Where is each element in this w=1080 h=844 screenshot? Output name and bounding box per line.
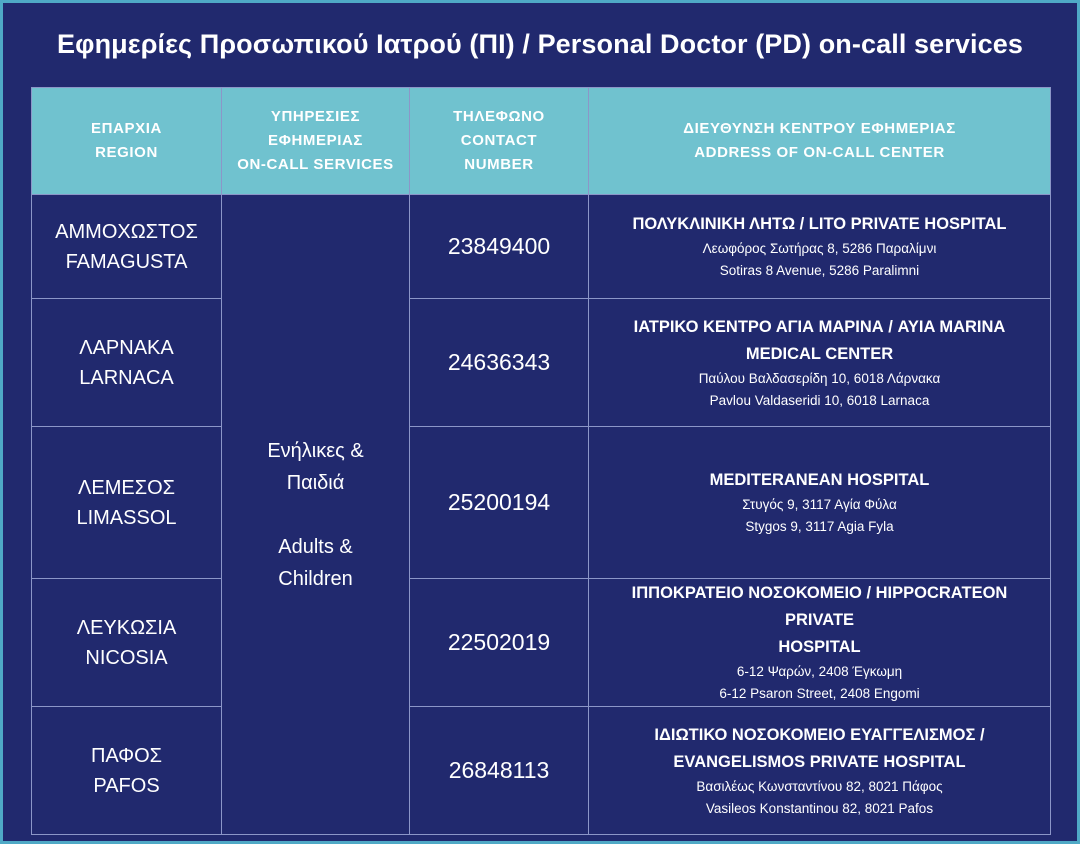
table-row [32,299,1051,427]
header-region-greek: ΕΠΑΡΧΙΑ [91,120,162,137]
phone-number[interactable]: 22502019 [410,579,589,707]
phone-number[interactable]: 24636343 [410,299,589,427]
address-english: 6-12 Psaron Street, 2408 Engomi [719,686,920,701]
header-services-line-3: ON-CALL SERVICES [237,156,394,173]
hospital-name [589,722,1050,776]
page-title: Εφημερίες Προσωπικού Ιατρού (ΠΙ) / Personal Doctor (PD) on-call services [57,29,1023,59]
services-cell [222,195,410,835]
address-english: Sotiras 8 Avenue, 5286 Paralimni [719,263,920,278]
region-cell [32,427,222,579]
address-english: Vasileos Konstantinou 82, 8021 Pafos [705,800,934,816]
table-row [32,707,1051,835]
address-greek: Παύλου Βαλδασερίδη 10, 6018 Λάρνακα [698,370,941,386]
table-header-row [32,88,1051,195]
region-cell [32,195,222,299]
on-call-table [31,87,1051,835]
address-english: Pavlou Valdaseridi 10, 6018 Larnaca [709,392,930,408]
hospital-name-line: ΠΟΛΥΚΛΙΝΙΚΗ ΛΗΤΩ / LITO PRIVATE HOSPITAL [632,215,1007,233]
address-cell [589,707,1051,835]
region-cell [32,299,222,427]
hospital-name-line: MEDICAL CENTER [745,344,894,363]
hospital-name [589,580,1050,661]
header-phone-line-2: CONTACT [460,132,538,149]
header-region [32,88,222,195]
hospital-name-line: ΙΑΤΡΙΚΟ ΚΕΝΤΡΟ ΑΓΙΑ ΜΑΡΙΝΑ / AYIA MARINA [633,317,1006,336]
hospital-name-line: MEDITERANEAN HOSPITAL [709,471,930,489]
region-greek: ΛΕΥΚΩΣΙΑ [76,616,177,639]
header-phone [410,88,589,195]
address-cell [589,299,1051,427]
hospital-name [589,467,1050,494]
region-cell [32,579,222,707]
region-english: LARNACA [79,366,174,389]
table-row [32,195,1051,299]
services-greek-line-2: Παιδιά [286,471,345,494]
region-english: LIMASSOL [76,506,177,529]
address-greek: 6-12 Ψαρών, 2408 Έγκωμη [736,664,903,679]
hospital-name [589,211,1050,238]
phone-number[interactable]: 25200194 [410,427,589,579]
region-english: PAFOS [93,774,160,797]
address-cell [589,427,1051,579]
region-greek: ΑΜΜΟΧΩΣΤΟΣ [55,220,198,243]
address-greek: Λεωφόρος Σωτήρας 8, 5286 Παραλίμνι [702,241,937,256]
phone-number[interactable]: 23849400 [410,195,589,299]
address-cell [589,195,1051,299]
table-row [32,579,1051,707]
services-english-line-1: Adults & [278,535,353,558]
header-address-english: ADDRESS OF ON-CALL CENTER [694,144,945,161]
region-greek: ΠΑΦΟΣ [90,744,163,767]
address-cell [589,579,1051,707]
region-cell [32,707,222,835]
phone-number[interactable]: 26848113 [410,707,589,835]
header-services-line-1: ΥΠΗΡΕΣΙΕΣ [270,108,361,125]
region-greek: ΛΑΡΝΑΚΑ [79,336,174,359]
hospital-name-line: EVANGELISMOS PRIVATE HOSPITAL [673,752,966,771]
hospital-name-line: ΙΔΙΩΤΙΚΟ ΝΟΣΟΚΟΜΕΙΟ ΕΥΑΓΓΕΛΙΣΜΟΣ / [654,725,985,744]
header-address-greek: ΔΙΕΥΘΥΝΣΗ ΚΕΝΤΡΟΥ ΕΦΗΜΕΡΙΑΣ [683,120,956,137]
services-english-line-2: Children [278,567,353,590]
table-row [32,427,1051,579]
services-spacer [222,499,409,531]
hospital-name-line: HOSPITAL [778,638,861,656]
header-phone-line-3: NUMBER [464,156,534,173]
header-services-line-2: ΕΦΗΜΕΡΙΑΣ [267,132,364,149]
region-english: NICOSIA [85,646,168,669]
region-greek: ΛΕΜΕΣΟΣ [78,476,175,499]
address-english: Stygos 9, 3117 Agia Fyla [745,519,894,534]
header-phone-line-1: ΤΗΛΕΦΩΝΟ [453,108,545,125]
services-greek-line-1: Ενήλικες & [267,439,364,462]
address-greek: Στυγός 9, 3117 Αγία Φύλα [742,497,897,512]
region-english: FAMAGUSTA [65,250,188,273]
header-region-english: REGION [95,144,158,161]
header-services [222,88,410,195]
address-greek: Βασιλέως Κωνσταντίνου 82, 8021 Πάφος [696,778,943,794]
header-address [589,88,1051,195]
hospital-name [589,314,1050,368]
hospital-name-line: ΙΠΠΟΚΡΑΤΕΙΟ ΝΟΣΟΚΟΜΕΙΟ / HIPPOCRATEON PRIVATE [631,584,1008,629]
